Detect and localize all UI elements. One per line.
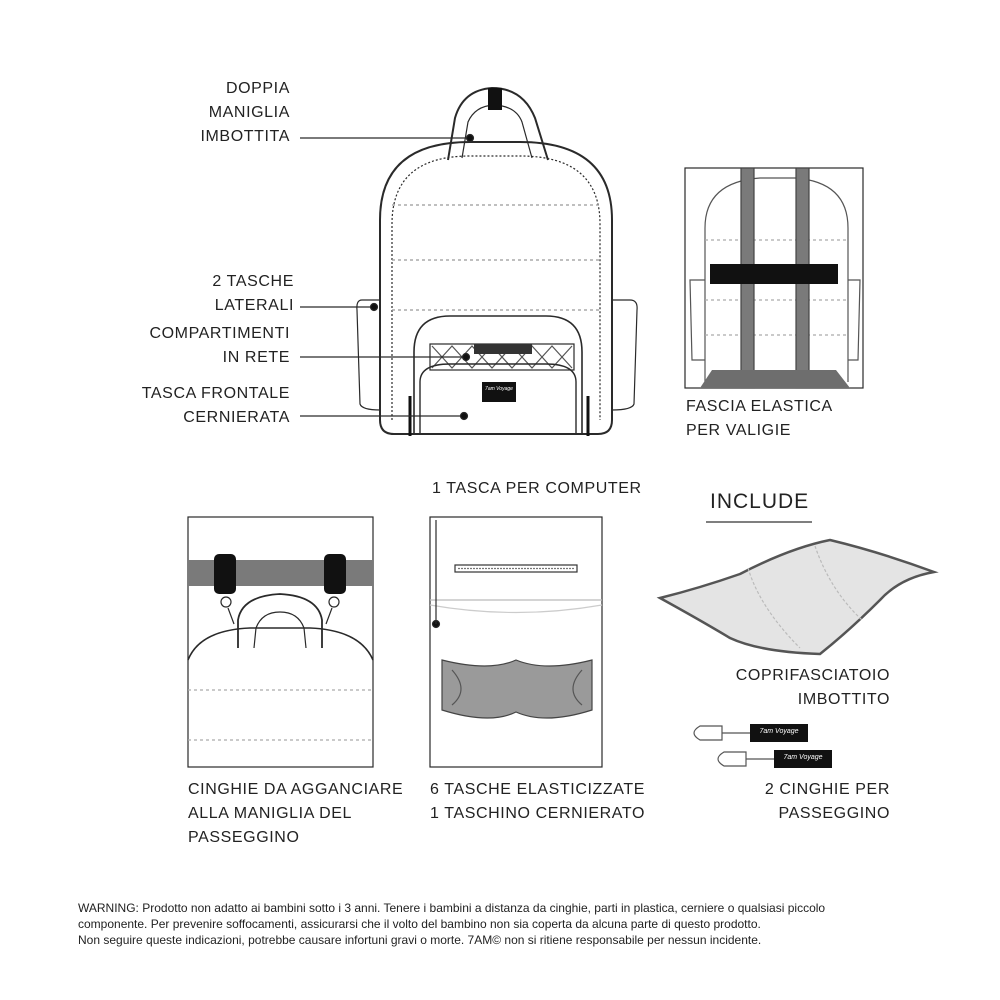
label-mesh: COMPARTIMENTI IN RETE — [149, 325, 290, 366]
label-computer: 1 TASCA PER COMPUTER — [432, 480, 642, 497]
include-title: INCLUDE — [710, 490, 810, 513]
label-changing-pad: COPRIFASCIATOIO IMBOTTITO — [735, 667, 890, 708]
brand-tag-front: 7am Voyage — [485, 386, 513, 392]
warning-text: WARNING: Prodotto non adatto ai bambini sotto i 3 anni. Tenere i bambini a distanza da cinghie, parti in plastica, cerniere o qualsiasi piccolo componente. Per prevenire soffocamenti, assicurarsi che il volto del bambino non sia coperta da alcuna parte di questo prodotto. Non seguire queste indicazioni, potrebbe causare infortuni gravi o morte. 7AM© non si ritiene responsabile per nessun incidente. — [78, 901, 826, 947]
callout-dot-icon — [461, 413, 468, 420]
label-elastic-pockets: 6 TASCHE ELASTICIZZATE 1 TASCHINO CERNIERATO — [430, 781, 646, 822]
label-handle: DOPPIA MANIGLIA IMBOTTITA — [200, 80, 290, 145]
stroller-hooks-illustration — [188, 517, 373, 767]
callout-dot-icon — [463, 354, 470, 361]
callout-dot-icon — [467, 135, 474, 142]
brand-tag-strap-1: 7am Voyage — [759, 728, 799, 735]
front-brand-tag-icon — [482, 382, 516, 402]
computer-pocket-illustration — [430, 517, 602, 767]
label-front-pocket: TASCA FRONTALE CERNIERATA — [141, 385, 290, 426]
label-luggage-strap: FASCIA ELASTICA PER VALIGIE — [686, 398, 833, 439]
callout-dot-icon — [371, 304, 378, 311]
label-stroller-hooks: CINGHIE DA AGGANCIARE ALLA MANIGLIA DEL PASSEGGINO — [188, 781, 404, 846]
handle-tab-icon — [488, 88, 502, 110]
brand-tag-strap-2: 7am Voyage — [783, 754, 823, 761]
luggage-strap-illustration — [685, 168, 863, 388]
changing-pad-illustration — [660, 522, 934, 654]
label-side-pockets: 2 TASCHE LATERALI — [212, 273, 294, 314]
label-stroller-straps: 2 CINGHIE PER PASSEGGINO — [764, 781, 890, 822]
main-backpack-illustration — [300, 88, 637, 436]
